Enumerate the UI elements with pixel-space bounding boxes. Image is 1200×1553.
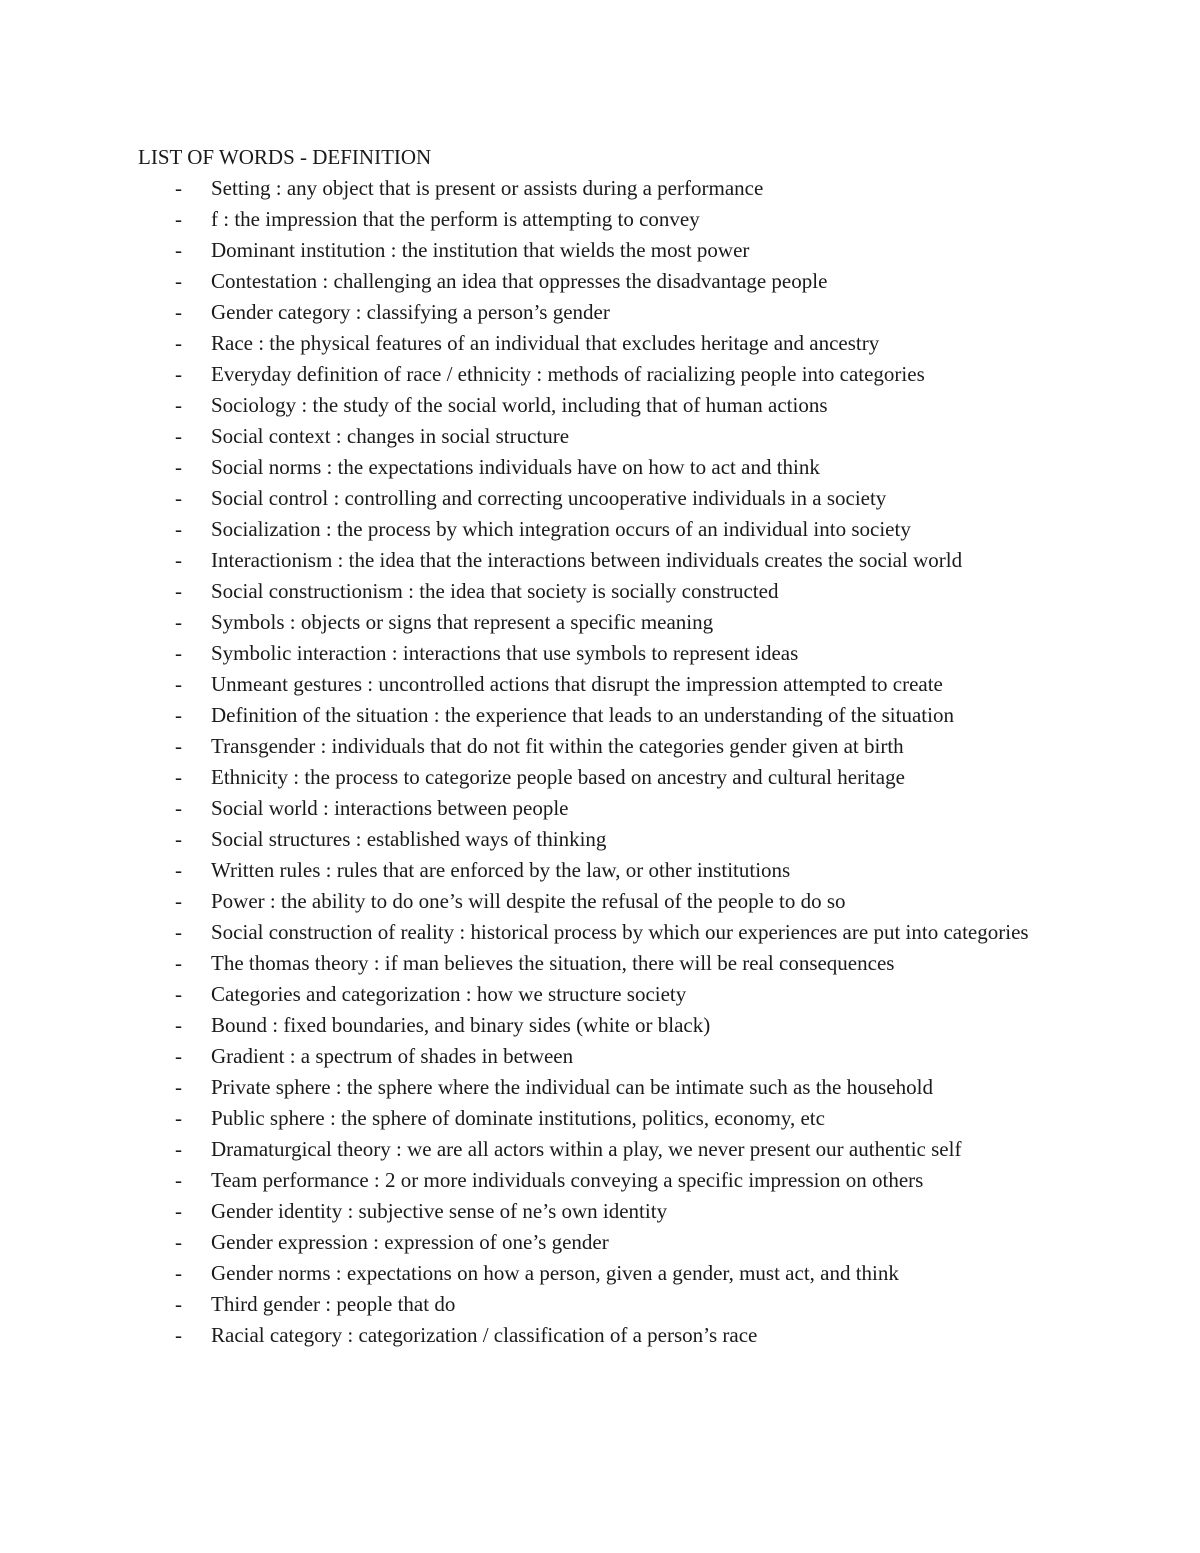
list-bullet-dash: - (175, 269, 182, 293)
definition-text: Everyday definition of race / ethnicity : methods of racializing people into categories (211, 362, 925, 386)
list-bullet-dash: - (175, 1013, 182, 1037)
list-bullet-dash: - (175, 424, 182, 448)
definition-text: Transgender : individuals that do not fit within the categories gender given at birth (211, 734, 904, 758)
definition-text: Bound : fixed boundaries, and binary sides (white or black) (211, 1013, 711, 1037)
definition-text: Gender norms : expectations on how a person, given a gender, must act, and think (211, 1261, 899, 1285)
definition-text: Interactionism : the idea that the interactions between individuals creates the social world (211, 548, 963, 572)
list-bullet-dash: - (175, 1137, 182, 1161)
definition-text: Power : the ability to do one’s will despite the refusal of the people to do so (211, 889, 846, 913)
definition-item (138, 1258, 1078, 1289)
list-bullet-dash: - (175, 1044, 182, 1068)
definition-item (138, 173, 1078, 204)
definition-text: Gender identity : subjective sense of ne’s own identity (211, 1199, 668, 1223)
list-bullet-dash: - (175, 1292, 182, 1316)
list-bullet-dash: - (175, 176, 182, 200)
definition-item (138, 1010, 1078, 1041)
definition-item (138, 607, 1078, 638)
list-bullet-dash: - (175, 796, 182, 820)
definition-text: Symbols : objects or signs that represent a specific meaning (211, 610, 714, 634)
document-title: LIST OF WORDS - DEFINITION (138, 145, 432, 169)
definition-text: Setting : any object that is present or assists during a performance (211, 176, 764, 200)
definition-item (138, 421, 1078, 452)
definition-text: Unmeant gestures : uncontrolled actions that disrupt the impression attempted to create (211, 672, 943, 696)
definition-text: Social structures : established ways of thinking (211, 827, 607, 851)
list-bullet-dash: - (175, 300, 182, 324)
definition-text: Third gender : people that do (211, 1292, 456, 1316)
definition-text: Racial category : categorization / classification of a person’s race (211, 1323, 758, 1347)
definition-item (138, 638, 1078, 669)
definition-text: Ethnicity : the process to categorize people based on ancestry and cultural heritage (211, 765, 905, 789)
definition-item (138, 1134, 1078, 1165)
list-bullet-dash: - (175, 641, 182, 665)
list-bullet-dash: - (175, 362, 182, 386)
definition-item (138, 1165, 1078, 1196)
definition-item (138, 452, 1078, 483)
definition-item (138, 731, 1078, 762)
list-bullet-dash: - (175, 1323, 182, 1347)
definition-item (138, 297, 1078, 328)
definition-item (138, 1041, 1078, 1072)
definition-text: Team performance : 2 or more individuals conveying a specific impression on others (211, 1168, 924, 1192)
definition-text: Written rules : rules that are enforced by the law, or other institutions (211, 858, 791, 882)
definition-text: Socialization : the process by which integration occurs of an individual into society (211, 517, 911, 541)
definition-item (138, 793, 1078, 824)
list-bullet-dash: - (175, 1230, 182, 1254)
definition-item (138, 328, 1078, 359)
definition-item (138, 979, 1078, 1010)
definition-text: Social world : interactions between people (211, 796, 569, 820)
list-bullet-dash: - (175, 610, 182, 634)
list-bullet-dash: - (175, 1168, 182, 1192)
list-bullet-dash: - (175, 889, 182, 913)
definition-item (138, 576, 1078, 607)
list-bullet-dash: - (175, 982, 182, 1006)
list-bullet-dash: - (175, 455, 182, 479)
definition-item (138, 1072, 1078, 1103)
definition-text: Social constructionism : the idea that society is socially constructed (211, 579, 779, 603)
definition-item (138, 917, 1078, 948)
definition-item (138, 700, 1078, 731)
list-bullet-dash: - (175, 765, 182, 789)
definition-item (138, 1289, 1078, 1320)
definition-text: Social construction of reality : historical process by which our experiences are put into categories (211, 920, 1029, 944)
list-bullet-dash: - (175, 548, 182, 572)
definition-item (138, 483, 1078, 514)
document-body (138, 142, 1078, 1351)
definition-item (138, 948, 1078, 979)
list-bullet-dash: - (175, 858, 182, 882)
definition-text: Gender category : classifying a person’s gender (211, 300, 610, 324)
definition-text: Social norms : the expectations individuals have on how to act and think (211, 455, 820, 479)
definition-text: Social context : changes in social structure (211, 424, 570, 448)
definition-text: Categories and categorization : how we structure society (211, 982, 687, 1006)
list-bullet-dash: - (175, 238, 182, 262)
definition-item (138, 886, 1078, 917)
definition-text: Gradient : a spectrum of shades in between (211, 1044, 574, 1068)
list-bullet-dash: - (175, 1075, 182, 1099)
definition-text: Dominant institution : the institution that wields the most power (211, 238, 750, 262)
list-bullet-dash: - (175, 951, 182, 975)
definition-item (138, 762, 1078, 793)
list-bullet-dash: - (175, 1261, 182, 1285)
definition-item (138, 855, 1078, 886)
definition-item (138, 235, 1078, 266)
definition-text: Social control : controlling and correcting uncooperative individuals in a society (211, 486, 887, 510)
definition-text: Public sphere : the sphere of dominate institutions, politics, economy, etc (211, 1106, 825, 1130)
list-bullet-dash: - (175, 672, 182, 696)
definition-item (138, 390, 1078, 421)
definition-item (138, 669, 1078, 700)
definition-item (138, 514, 1078, 545)
definition-item (138, 545, 1078, 576)
list-bullet-dash: - (175, 393, 182, 417)
list-bullet-dash: - (175, 920, 182, 944)
list-bullet-dash: - (175, 207, 182, 231)
definition-text: Contestation : challenging an idea that oppresses the disadvantage people (211, 269, 828, 293)
definition-item (138, 824, 1078, 855)
list-bullet-dash: - (175, 703, 182, 727)
list-bullet-dash: - (175, 579, 182, 603)
list-bullet-dash: - (175, 827, 182, 851)
definition-text: Race : the physical features of an individual that excludes heritage and ancestry (211, 331, 880, 355)
definition-list (138, 173, 1078, 1351)
list-bullet-dash: - (175, 734, 182, 758)
definition-text: Sociology : the study of the social world, including that of human actions (211, 393, 828, 417)
definition-text: The thomas theory : if man believes the situation, there will be real consequences (211, 951, 895, 975)
definition-item (138, 204, 1078, 235)
list-bullet-dash: - (175, 331, 182, 355)
list-bullet-dash: - (175, 517, 182, 541)
definition-text: f : the impression that the perform is attempting to convey (211, 207, 700, 231)
definition-item (138, 1227, 1078, 1258)
definition-text: Private sphere : the sphere where the individual can be intimate such as the household (211, 1075, 933, 1099)
definition-text: Definition of the situation : the experience that leads to an understanding of the situation (211, 703, 954, 727)
definition-item (138, 1103, 1078, 1134)
definition-item (138, 1320, 1078, 1351)
definition-item (138, 266, 1078, 297)
list-bullet-dash: - (175, 486, 182, 510)
list-bullet-dash: - (175, 1199, 182, 1223)
definition-text: Gender expression : expression of one’s gender (211, 1230, 609, 1254)
definition-text: Symbolic interaction : interactions that use symbols to represent ideas (211, 641, 799, 665)
definition-item (138, 1196, 1078, 1227)
definition-item (138, 359, 1078, 390)
definition-text: Dramaturgical theory : we are all actors within a play, we never present our authentic self (211, 1137, 962, 1161)
list-bullet-dash: - (175, 1106, 182, 1130)
